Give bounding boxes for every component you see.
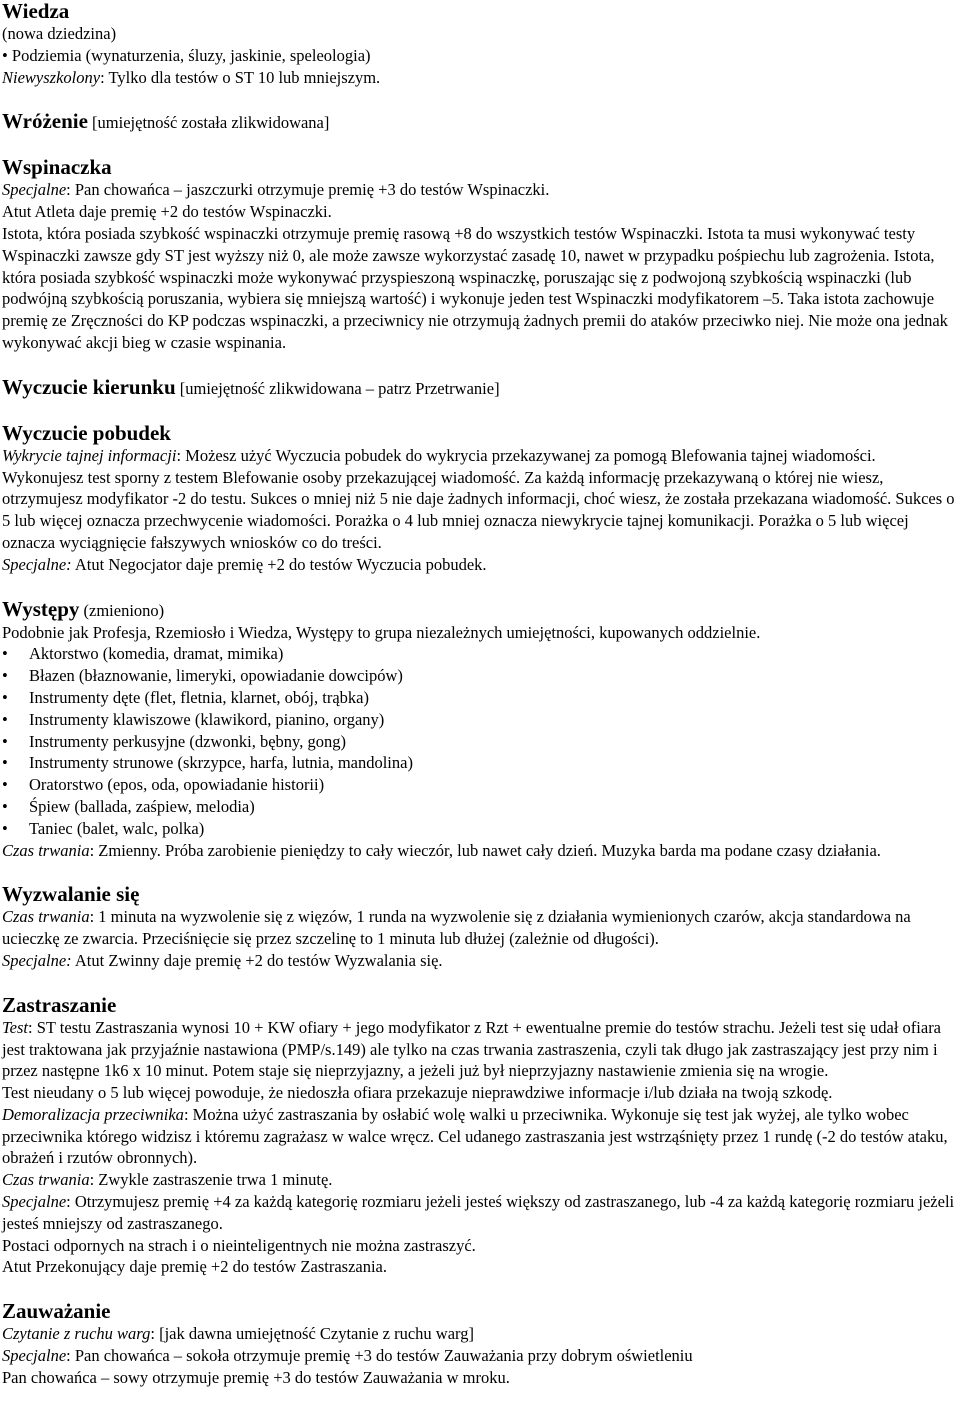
wyczucie-pobudek-paragraph (2, 445, 958, 554)
heading-wrozenie: Wróżenie (2, 109, 88, 134)
zauwazanie-lipreading (2, 1323, 958, 1345)
wystepy-note: (zmieniono) (79, 600, 165, 620)
label-special: Specjalne: (2, 950, 72, 970)
wystepy-duration (2, 840, 958, 862)
label-untrained: Niewyszkolony (2, 67, 101, 87)
heading-zastraszanie: Zastraszanie (2, 992, 117, 1017)
wystepy-intro: Podobnie jak Profesja, Rzemiosło i Wiedza, Występy to grupa niezależnych umiejętności, kupowanych oddzielnie. (2, 622, 761, 642)
heading-wyczucie-kierunku: Wyczucie kierunku (2, 374, 176, 399)
zastraszanie-duration (2, 1169, 958, 1191)
section-wystepy (2, 598, 958, 862)
wyczucie-pobudek-special-text: Atut Negocjator daje premię +2 do testów Wyczucia pobudek. (71, 554, 487, 574)
heading-wiedza: Wiedza (2, 0, 70, 23)
wyzwalanie-duration-text: : 1 minuta na wyzwolenie się z więzów, 1 runda na wyzwolenie się z działania wymienionych czarów, akcja standardowa na ucieczkę ze zwarcia. Przeciśnięcie się przez szczelinę to 1 minuta lub dłużej (zależnie od długości). (2, 907, 911, 949)
wiedza-note: (nowa dziedzina) (2, 24, 117, 43)
zauwazanie-lipreading-text: : [jak dawna umiejętność Czytanie z ruchu warg] (150, 1324, 474, 1344)
heading-line-wyczucie-kierunku (2, 376, 958, 400)
label-duration: Czas trwania (2, 840, 90, 860)
wspinaczka-paragraph: Istota, która posiada szybkość wspinaczki otrzymuje premię rasową +8 do wszystkich testów Wspinaczki. Istota ta musi wykonywać testy Wspinaczki zawsze gdy ST jest wyższy niż 0, ale może zawsze wykorzystać zasadę 10, nawet w przypadku pośpiechu lub zagrożenia. Istota, która posiada szybkość wspinaczki może wykonywać przyspieszoną wspinaczkę, poruszając się z podwojoną szybkością wspinaczki (lub podwójną szybkością poruszania, wybiera się mniejszą wartość) i wykonuje jeden test Wspinaczki modyfikatorem –5. Taka istota zachowuje premię ze Zręczności do KP podczas wspinaczki, a przeciwnicy nie otrzymują żadnych premii do ataków przeciwko niej. Nie może ona jednak wykonywać akcji bieg w czasie wspinania. (2, 223, 948, 352)
section-wspinaczka (2, 156, 958, 353)
list-item: • Instrumenty perkusyjne (dzwonki, bębny, gong) (2, 731, 958, 753)
list-item: • Oratorstwo (epos, oda, opowiadanie historii) (2, 774, 958, 796)
wspinaczka-atut: Atut Atleta daje premię +2 do testów Wspinaczki. (2, 202, 332, 222)
list-item: • Instrumenty klawiszowe (klawikord, pianino, organy) (2, 709, 958, 731)
zastraszanie-atut: Atut Przekonujący daje premię +2 do testów Zastraszania. (2, 1257, 388, 1277)
wspinaczka-special-text: : Pan chowańca – jaszczurki otrzymuje premię +3 do testów Wspinaczki. (66, 180, 550, 200)
wyczucie-kierunku-note: [umiejętność zlikwidowana – patrz Przetrwanie] (175, 378, 500, 398)
label-special: Specjalne (2, 1346, 67, 1366)
wyzwalanie-special (2, 950, 958, 972)
heading-line-wystepy (2, 598, 958, 622)
zastraszanie-duration-text: : Zwykle zastraszenie trwa 1 minutę. (89, 1170, 333, 1190)
wiedza-bullet: • Podziemia (wynaturzenia, śluzy, jaskinie, speleologia) (2, 45, 371, 65)
section-wrozenie (2, 110, 958, 134)
label-test: Test (2, 1017, 28, 1037)
zastraszanie-demoral (2, 1104, 958, 1169)
section-zastraszanie (2, 994, 958, 1279)
wyzwalanie-duration (2, 906, 958, 950)
list-item: • Śpiew (ballada, zaśpiew, melodia) (2, 796, 958, 818)
label-demoralization: Demoralizacja przeciwnika (2, 1104, 184, 1124)
zastraszanie-test-text: : ST testu Zastraszania wynosi 10 + KW ofiary + jego modyfikator z Rzt + ewentualne premie do testów strachu. Jeżeli test się udał ofiara jest traktowana jak przyjaźnie nastawiona (PMP/s.149) ale tylko na czas trwania zastraszenia, czyli tak długo jak zastraszający jest przy nim i przez następne 1k6 x 10 minut. Potem staje się nieprzyjazny, a jeżeli już był nieprzyjazny nastawienie zmienia się na wrogie. (2, 1017, 942, 1081)
heading-zauwazanie: Zauważanie (2, 1299, 111, 1324)
wystepy-duration-text: : Zmienny. Próba zarobienie pieniędzy to cały wieczór, lub nawet cały dzień. Muzyka barda ma podane czasy działania. (89, 840, 881, 860)
zauwazanie-special (2, 1345, 958, 1367)
heading-line-wrozenie (2, 110, 958, 134)
zastraszanie-test (2, 1017, 958, 1082)
zauwazanie-owl: Pan chowańca – sowy otrzymuje premię +3 do testów Zauważania w mroku. (2, 1367, 510, 1387)
section-wyzwalanie (2, 883, 958, 971)
zastraszanie-special-text: : Otrzymujesz premię +4 za każdą kategorię rozmiaru jeżeli jesteś większy od zastraszanego, lub -4 za każdą kategorię rozmiaru jeżeli jesteś mniejszy od zastraszanego. (2, 1192, 955, 1233)
section-zauwazanie (2, 1300, 958, 1388)
section-wyczucie-kierunku (2, 376, 958, 400)
zastraszanie-immune: Postaci odpornych na strach i o nieinteligentnych nie można zastraszyć. (2, 1235, 476, 1255)
wyczucie-pobudek-text: : Możesz użyć Wyczucia pobudek do wykrycia przekazywanej za pomogą Blefowania tajnej wiadomości. Wykonujesz test sporny z testem Blefowanie osoby przekazującej wiadomość. Za każdą informację przekazywaną o której nie wiesz, otrzymujesz modyfikator -2 do testu. Sukces o mniej niż 5 nie daje żadnych informacji, choć wiesz, że została przekazana wiadomość. Sukces o 5 lub więcej oznacza przechwycenie wiadomości. Porażka o 4 lub mniej oznacza niewykrycie tajnej komunikacji. Porażka o 5 lub więcej oznacza wyciągnięcie fałszywych wniosków co do treści. (2, 445, 955, 552)
label-duration: Czas trwania (2, 1170, 90, 1190)
wiedza-untrained (2, 67, 958, 89)
heading-wspinaczka: Wspinaczka (2, 155, 112, 180)
wiedza-untrained-text: : Tylko dla testów o ST 10 lub mniejszym. (100, 67, 381, 87)
zastraszanie-demoral-text: : Można użyć zastraszania by osłabić wolę walki u przeciwnika. Wykonuje się test jak wyżej, ale tylko wobec przeciwnika którego widzisz i któremu zagrażasz w walce wręcz. Cel udanego zastraszania jest wstrząśnięty przez 1 rundę (-2 do testów ataku, obrażeń i rzutów obronnych). (2, 1104, 948, 1168)
wyczucie-pobudek-special (2, 554, 958, 576)
zastraszanie-fail: Test nieudany o 5 lub więcej powoduje, że niedoszła ofiara przekazuje nieprawdziwe informacje i/lub działa na twoją szkodę. (2, 1083, 833, 1103)
label-special: Specjalne (2, 1192, 67, 1212)
list-item: • Instrumenty strunowe (skrzypce, harfa, lutnia, mandolina) (2, 752, 958, 774)
label-lipreading: Czytanie z ruchu warg (2, 1324, 151, 1344)
wrozenie-note: [umiejętność została zlikwidowana] (87, 113, 330, 133)
list-item: • Błazen (błaznowanie, limeryki, opowiadanie dowcipów) (2, 665, 958, 687)
label-duration: Czas trwania (2, 907, 90, 927)
list-item: • Taniec (balet, walc, polka) (2, 818, 958, 840)
wystepy-list (2, 643, 958, 839)
heading-wyzwalanie: Wyzwalanie się (2, 882, 140, 907)
list-item: • Aktorstwo (komedia, dramat, mimika) (2, 643, 958, 665)
wyzwalanie-special-text: Atut Zwinny daje premię +2 do testów Wyzwalania się. (71, 950, 443, 970)
wspinaczka-special (2, 179, 958, 201)
heading-wyczucie-pobudek: Wyczucie pobudek (2, 420, 171, 445)
zastraszanie-special (2, 1191, 958, 1235)
section-wyczucie-pobudek (2, 422, 958, 576)
heading-wystepy: Występy (2, 596, 80, 621)
zauwazanie-special-text: : Pan chowańca – sokoła otrzymuje premię +3 do testów Zauważania przy dobrym oświetleniu (66, 1346, 693, 1366)
label-detect-secret: Wykrycie tajnej informacji (2, 445, 177, 465)
list-item: • Instrumenty dęte (flet, fletnia, klarnet, obój, trąbka) (2, 687, 958, 709)
label-special: Specjalne: (2, 554, 72, 574)
section-wiedza (2, 0, 958, 88)
label-special: Specjalne (2, 180, 67, 200)
